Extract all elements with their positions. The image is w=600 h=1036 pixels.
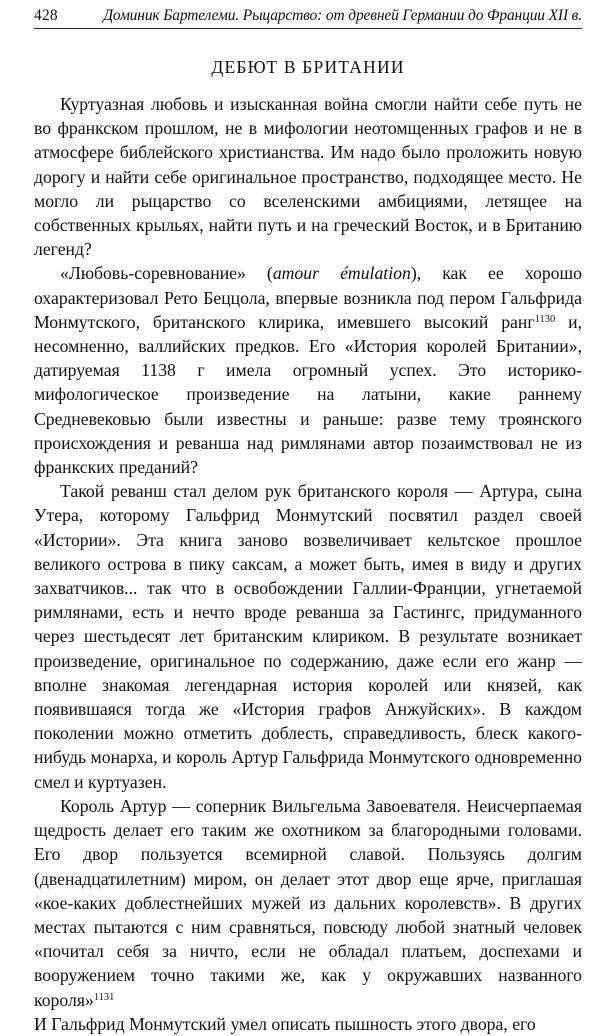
paragraph [34, 479, 582, 794]
paragraph-text: Такой реванш стал делом рук британского короля — Артура, сына Утера, которому Гальфрид Монмутский посвятил раздел своей «Истории». Эта книга заново возвеличивает кельтское прошлое великого острова в пику саксам, а может быть, имея в виду и других захватчиков... так что в освобождении Галлии-Франции, угнетаемой римлянами, есть и нечто вроде реванша за Гастингс, придуманного через шестьдесят лет британским клириком. В результате возникает произведение, оригинальное по содержанию, даже если его жанр — вполне знакомая легендарная история королей или князей, как появившаяся тогда же «История графов Анжуйских». В каждом поколении можно отметить доблесть, справедливость, блеск какого-нибудь монарха, и король Артур Гальфрида Монмутского одновременно смел и куртуазен. [34, 481, 582, 792]
paragraph [34, 92, 582, 261]
paragraph-text: «Любовь-соревнование» ( [60, 263, 273, 284]
paragraph-text: ), как ее хорошо охарактеризовал Рето Беццола, впервые возникла под пером Гальфрида Монмутского, британского клирика, имевшего высокий ранг [34, 263, 582, 332]
paragraph [34, 1012, 582, 1036]
french-term: amour émulation [272, 263, 411, 284]
footnote-ref[interactable]: 1130 [534, 313, 556, 325]
paragraph-text: и, несомненно, валлийских предков. Его «История королей Британии», датируемая 1138 г имела огромный успех. Это историко-мифологическое произведение на латыни, какие раннему Средневековью были известны и раньше: разве тему троянского происхождения и реванша над римлянами автор позаимствовал не из франкских преданий? [34, 311, 582, 478]
paragraph-text: Куртуазная любовь и изысканная война смогли найти себе путь не во франкском прошлом, не в мифологии неотомщенных графов и не в атмосфере библейского христианства. Им надо было проложить новую дорогу и найти себе оригинальное пространство, подходящее место. Не могло ли рыцарство со вселенскими амбициями, летящее на собственных крыльях, найти путь и на греческий Восток, и в Британию легенд? [34, 94, 582, 260]
running-header [34, 6, 582, 29]
page-number: 428 [34, 7, 58, 24]
book-page [34, 6, 582, 1036]
footnote-ref[interactable]: 1131 [93, 991, 115, 1003]
paragraph [34, 261, 582, 479]
section-title: ДЕБЮТ В БРИТАНИИ [211, 57, 405, 77]
paragraph [34, 794, 582, 1012]
paragraph-text: Король Артур — соперник Вильгельма Завоевателя. Неисчерпаемая щедрость делает его таким же охотником за благородными головами. Его двор пользуется всемирной славой. Пользуясь долгим (двенадцатилетним) миром, он делает этот двор еще ярче, приглашая «кое-каких доблестнейших мужей из дальних королевств». В других местах пытаются с ним сравняться, повсюду любой знатный человек «почитал себя за ничто, если не обладал платьем, доспехами и вооружением точно такими же, как у окружавших названного короля» [34, 795, 582, 1010]
body-text [34, 92, 582, 1036]
paragraph-text: И Гальфрид Монмутский умел описать пышность этого двора, его [34, 1013, 536, 1034]
running-title: Доминик Бартелеми. Рыцарство: от древней Германии до Франции XII в. [103, 7, 582, 24]
